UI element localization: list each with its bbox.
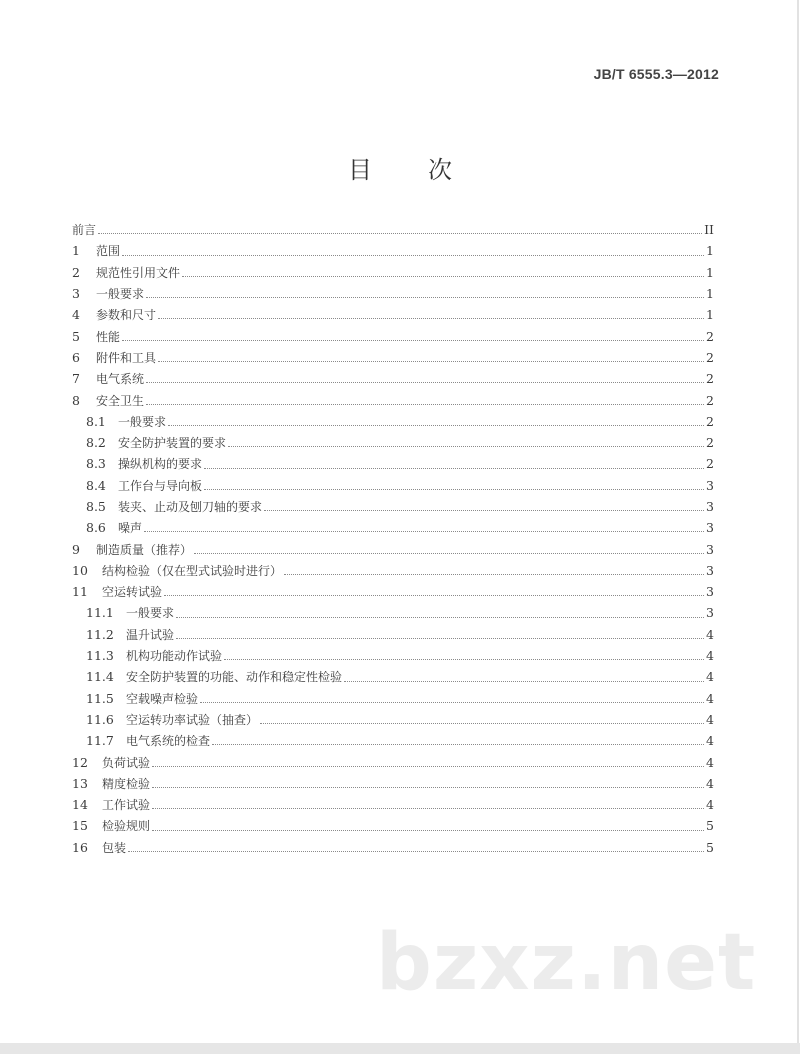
toc-entry-label: 结构检验（仅在型式试验时进行） — [102, 563, 283, 578]
toc-dot-leader — [344, 680, 704, 682]
toc-entry-number: 8.5 — [86, 499, 106, 514]
toc-dot-leader — [146, 381, 704, 383]
toc-entry-page: 3 — [706, 477, 714, 493]
toc-entry[interactable] — [72, 645, 714, 666]
toc-dot-leader — [224, 658, 704, 660]
toc-dot-leader — [152, 765, 704, 767]
toc-entry-page: 1 — [706, 286, 714, 302]
toc-entry[interactable] — [72, 496, 714, 517]
toc-entry-number: 2 — [72, 264, 80, 280]
toc-entry-number: 10 — [72, 562, 88, 578]
toc-dot-leader — [264, 509, 704, 511]
toc-entry-label: 附件和工具 — [96, 350, 157, 365]
toc-entry[interactable] — [72, 240, 714, 261]
toc-dot-leader — [164, 594, 704, 596]
toc-dot-leader — [128, 850, 704, 852]
toc-entry[interactable] — [72, 709, 714, 730]
toc-entry-number: 1 — [72, 243, 80, 259]
title-char-2: 次 — [428, 156, 452, 184]
toc-entry-label: 装夹、止动及刨刀轴的要求 — [118, 500, 263, 514]
toc-entry-page: 2 — [706, 371, 714, 387]
toc-dot-leader — [146, 403, 704, 405]
toc-entry[interactable] — [72, 347, 714, 368]
toc-entry[interactable] — [72, 368, 714, 389]
toc-entry-number: 11.5 — [86, 690, 114, 706]
toc-entry-label: 空运转试验 — [102, 585, 163, 600]
toc-entry-number: 11.7 — [86, 733, 114, 749]
toc-entry-label: 检验规则 — [102, 819, 151, 834]
toc-entry-number: 13 — [72, 775, 88, 791]
toc-entry-label: 电气系统的检查 — [126, 734, 211, 749]
toc-entry-label: 性能 — [96, 329, 121, 344]
toc-dot-leader — [122, 339, 704, 341]
toc-entry-label: 包装 — [102, 840, 127, 855]
toc-entry-number: 8.3 — [86, 456, 106, 472]
toc-entry[interactable] — [72, 751, 714, 772]
toc-entry[interactable] — [72, 325, 714, 346]
toc-entry-number: 11.3 — [86, 648, 114, 664]
toc-entry-number: 8.2 — [86, 435, 106, 451]
toc-entry[interactable] — [72, 837, 714, 858]
toc-entry-number: 8 — [72, 392, 80, 408]
toc-entry-number: 3 — [72, 286, 80, 302]
toc-entry-page: 5 — [706, 818, 714, 834]
toc-dot-leader — [176, 616, 704, 618]
toc-entry[interactable] — [72, 517, 714, 538]
toc-entry-number: 11.1 — [86, 605, 114, 621]
toc-entry[interactable] — [72, 773, 714, 794]
toc-entry-label: 负荷试验 — [102, 755, 151, 770]
toc-entry-label: 工作台与导向板 — [118, 478, 203, 493]
toc-entry-page: 1 — [706, 264, 714, 280]
toc-entry-page: 5 — [706, 839, 714, 855]
toc-entry[interactable] — [72, 538, 714, 559]
toc-dot-leader — [152, 829, 704, 831]
toc-entry-page: II — [704, 222, 714, 238]
toc-entry-label: 参数和尺寸 — [96, 308, 157, 323]
toc-dot-leader — [168, 424, 704, 426]
toc-entry-number: 14 — [72, 797, 88, 813]
page-bottom-edge — [0, 1043, 800, 1054]
toc-entry-page: 4 — [706, 754, 714, 770]
toc-entry-page: 2 — [706, 413, 714, 429]
toc-dot-leader — [284, 573, 704, 575]
toc-entry-page: 2 — [706, 328, 714, 344]
toc-entry-label: 安全防护装置的要求 — [118, 436, 227, 451]
toc-entry[interactable] — [72, 815, 714, 836]
toc-entry-number: 16 — [72, 839, 88, 855]
toc-dot-leader — [204, 467, 704, 469]
toc-entry-page: 4 — [706, 711, 714, 727]
toc-entry[interactable] — [72, 283, 714, 304]
toc-entry[interactable] — [72, 560, 714, 581]
toc-entry-label: 空载噪声检验 — [126, 691, 199, 706]
toc-entry-page: 2 — [706, 392, 714, 408]
toc-entry-label: 安全卫生 — [96, 393, 145, 408]
toc-entry[interactable] — [72, 602, 714, 623]
toc-entry[interactable] — [72, 730, 714, 751]
toc-entry-label: 安全防护装置的功能、动作和稳定性检验 — [126, 670, 343, 685]
toc-entry-label: 一般要求 — [126, 606, 175, 621]
document-code: JB/T 6555.3—2012 — [593, 66, 719, 82]
toc-entry-label: 电气系统 — [96, 372, 145, 387]
toc-entry-page: 2 — [706, 349, 714, 365]
toc-entry-label: 一般要求 — [96, 287, 145, 302]
toc-dot-leader — [204, 488, 704, 490]
toc-entry-page: 3 — [706, 562, 714, 578]
toc-entry-label: 空运转功率试验（抽查） — [126, 712, 259, 727]
toc-entry[interactable] — [72, 688, 714, 709]
toc-entry-label: 范围 — [96, 244, 121, 259]
toc-entry-page: 2 — [706, 456, 714, 472]
toc-entry-page: 4 — [706, 797, 714, 813]
toc-entry-label: 温升试验 — [126, 627, 175, 642]
toc-entry-number: 11 — [72, 584, 88, 600]
toc-dot-leader — [144, 530, 704, 532]
toc-entry-label: 操纵机构的要求 — [118, 457, 203, 472]
toc-dot-leader — [176, 637, 704, 639]
toc-entry-page: 4 — [706, 690, 714, 706]
toc-entry[interactable] — [72, 432, 714, 453]
toc-entry-number: 6 — [72, 349, 80, 365]
toc-entry-page: 1 — [706, 307, 714, 323]
toc-entry-label: 前言 — [72, 223, 97, 238]
toc-entry-page: 4 — [706, 775, 714, 791]
toc-entry[interactable] — [72, 581, 714, 602]
toc-entry[interactable] — [72, 411, 714, 432]
toc-entry-page: 4 — [706, 733, 714, 749]
toc-entry[interactable] — [72, 262, 714, 283]
toc-entry-number: 9 — [72, 541, 80, 557]
toc-dot-leader — [228, 445, 704, 447]
toc-entry[interactable] — [72, 304, 714, 325]
toc-dot-leader — [152, 786, 704, 788]
toc-entry[interactable] — [72, 389, 714, 410]
toc-entry-number: 8.4 — [86, 477, 106, 493]
toc-entry-page: 4 — [706, 648, 714, 664]
toc-entry-label: 规范性引用文件 — [96, 265, 181, 280]
toc-dot-leader — [158, 360, 704, 362]
toc-entry-number: 8.1 — [86, 413, 106, 429]
toc-entry[interactable] — [72, 475, 714, 496]
toc-entry-label: 噪声 — [118, 521, 143, 536]
toc-entry-number: 11.4 — [86, 669, 114, 685]
toc-entry-page: 3 — [706, 605, 714, 621]
page-title — [0, 150, 800, 185]
toc-entry-page: 3 — [706, 499, 714, 514]
toc-entry-page: 4 — [706, 669, 714, 685]
toc-entry-page: 3 — [706, 541, 714, 557]
toc-entry-label: 精度检验 — [102, 776, 151, 791]
toc-entry-page: 1 — [706, 243, 714, 259]
toc-dot-leader — [158, 317, 704, 319]
toc-dot-leader — [122, 254, 704, 256]
toc-entry-number: 15 — [72, 818, 88, 834]
toc-entry-label: 制造质量（推荐） — [96, 542, 193, 557]
toc-entry-page: 2 — [706, 435, 714, 451]
toc-entry[interactable] — [72, 624, 714, 645]
toc-entry-number: 11.2 — [86, 626, 114, 642]
toc-entry-number: 8.6 — [86, 520, 106, 536]
toc-entry[interactable] — [72, 453, 714, 474]
toc-entry-page: 3 — [706, 520, 714, 536]
watermark: bzxz.net — [376, 918, 757, 1008]
toc-entry-number: 11.6 — [86, 711, 114, 727]
toc-entry-label: 机构功能动作试验 — [126, 649, 223, 664]
title-char-1: 目 — [348, 156, 372, 184]
table-of-contents — [72, 219, 714, 858]
toc-entry-number: 7 — [72, 371, 80, 387]
toc-entry-label: 一般要求 — [118, 414, 167, 429]
toc-dot-leader — [194, 552, 704, 554]
toc-dot-leader — [152, 807, 704, 809]
toc-dot-leader — [200, 701, 704, 703]
toc-entry-page: 4 — [706, 626, 714, 642]
toc-entry-number: 12 — [72, 754, 88, 770]
toc-dot-leader — [98, 232, 702, 234]
toc-entry-number: 4 — [72, 307, 80, 323]
toc-entry-label: 工作试验 — [102, 798, 151, 813]
toc-entry-number: 5 — [72, 328, 80, 344]
toc-entry[interactable] — [72, 666, 714, 687]
toc-entry[interactable] — [72, 219, 714, 240]
toc-entry[interactable] — [72, 794, 714, 815]
toc-dot-leader — [212, 743, 704, 745]
toc-dot-leader — [260, 722, 704, 724]
toc-entry-page: 3 — [706, 584, 714, 600]
toc-dot-leader — [182, 275, 704, 277]
toc-dot-leader — [146, 296, 704, 298]
